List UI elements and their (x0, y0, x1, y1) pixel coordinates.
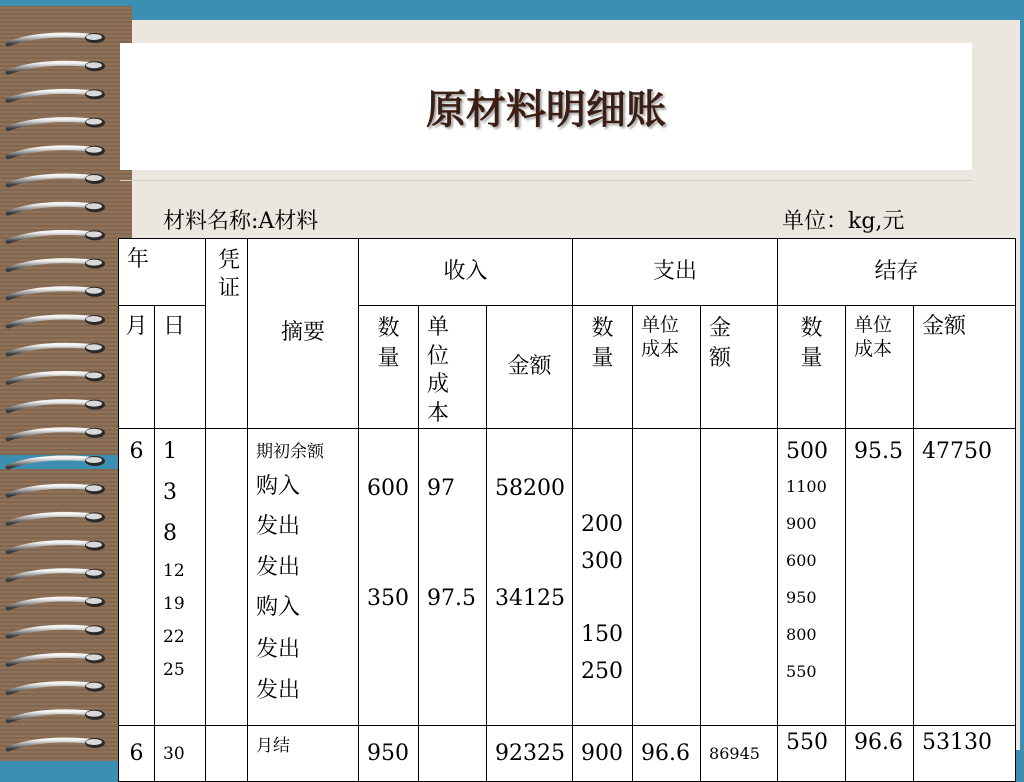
total-income-qty-cell: 950 (359, 726, 419, 782)
income-qty-header: 数量 (359, 306, 419, 429)
year-header: 年 (119, 239, 206, 306)
spiral-ring-icon (8, 541, 105, 552)
spiral-ring-icon (8, 259, 105, 270)
spiral-ring-icon (8, 597, 105, 608)
spiral-ring-icon (8, 400, 105, 411)
spiral-ring-icon (8, 118, 105, 129)
total-balance-amount-cell: 53130 (914, 726, 1016, 782)
expense-unit-cost-column (633, 429, 701, 726)
total-balance-unit-cost-cell: 96.6 (846, 726, 914, 782)
spiral-ring-icon (8, 202, 105, 213)
spiral-ring-icon (8, 287, 105, 298)
spiral-ring-icon (8, 653, 105, 664)
income-unit-cost-column: 97 97.5 (419, 429, 487, 726)
total-expense-unit-cost-cell: 96.6 (633, 726, 701, 782)
material-name-label: 材料名称:A材料 (163, 209, 319, 234)
spiral-ring-icon (8, 61, 105, 72)
day-header: 日 (155, 306, 206, 429)
total-month-cell: 6 (119, 726, 155, 782)
ledger-table (118, 238, 1016, 782)
balance-qty-header: 数量 (778, 306, 846, 429)
spiral-ring-icon (8, 456, 105, 467)
balance-header: 结存 (778, 239, 1016, 306)
total-income-unit-cost-cell (419, 726, 487, 782)
spiral-ring-icon (8, 371, 105, 382)
spiral-ring-icon (8, 174, 105, 185)
summary-column: 期初余额 购入 发出 发出 购入 发出 发出 (248, 429, 359, 726)
spiral-ring-icon (8, 484, 105, 495)
spiral-ring-icon (8, 710, 105, 721)
income-amount-header: 金额 (487, 306, 573, 429)
divider (120, 180, 972, 181)
title-card (120, 43, 972, 170)
income-amount-column: 58200 34125 (487, 429, 573, 726)
spiral-ring-icon (8, 33, 105, 44)
balance-qty-column: 500 1100 900 600 950 800 550 (778, 429, 846, 726)
total-expense-qty-cell: 900 (573, 726, 633, 782)
income-qty-column: 600 350 (359, 429, 419, 726)
ledger-main-row (119, 429, 1016, 726)
expense-amount-header: 金额 (701, 306, 778, 429)
balance-unit-cost-cell: 95.5 (846, 429, 914, 726)
total-summary-cell: 月结 (248, 726, 359, 782)
month-total-row (119, 726, 1016, 782)
spiral-ring-icon (8, 625, 105, 636)
total-voucher-cell (206, 726, 248, 782)
main-month-cell: 6 (119, 429, 155, 726)
spiral-binding-icon (0, 0, 120, 768)
page-title: 原材料明细账 (426, 87, 666, 133)
expense-qty-column: 200 300 150 250 (573, 429, 633, 726)
expense-qty-header: 数量 (573, 306, 633, 429)
spiral-ring-icon (8, 89, 105, 100)
expense-header: 支出 (573, 239, 778, 306)
spiral-ring-icon (8, 315, 105, 326)
expense-unit-cost-header: 单位成本 (633, 306, 701, 429)
balance-amount-cell: 47750 (914, 429, 1016, 726)
total-expense-amount-cell: 86945 (701, 726, 778, 782)
spiral-ring-icon (8, 682, 105, 693)
balance-unit-cost-header: 单位成本 (846, 306, 914, 429)
spiral-ring-icon (8, 343, 105, 354)
balance-amount-header: 金额 (914, 306, 1016, 429)
total-day-cell: 30 (155, 726, 206, 782)
summary-header: 摘要 (248, 239, 359, 429)
spiral-ring-icon (8, 146, 105, 157)
spiral-ring-icon (8, 738, 105, 749)
spiral-ring-icon (8, 512, 105, 523)
expense-amount-column (701, 429, 778, 726)
income-unit-cost-header: 单位成本 (419, 306, 487, 429)
income-header: 收入 (359, 239, 573, 306)
voucher-header: 凭证 (206, 239, 248, 429)
month-header: 月 (119, 306, 155, 429)
spiral-ring-icon (8, 569, 105, 580)
header-row-1 (119, 239, 1016, 306)
total-balance-qty-cell: 550 (778, 726, 846, 782)
unit-label: 单位：kg,元 (782, 209, 905, 234)
voucher-column (206, 429, 248, 726)
spiral-ring-icon (8, 428, 105, 439)
spiral-ring-icon (8, 230, 105, 241)
total-income-amount-cell: 92325 (487, 726, 573, 782)
day-column: 1 3 8 12 19 22 25 (155, 429, 206, 726)
